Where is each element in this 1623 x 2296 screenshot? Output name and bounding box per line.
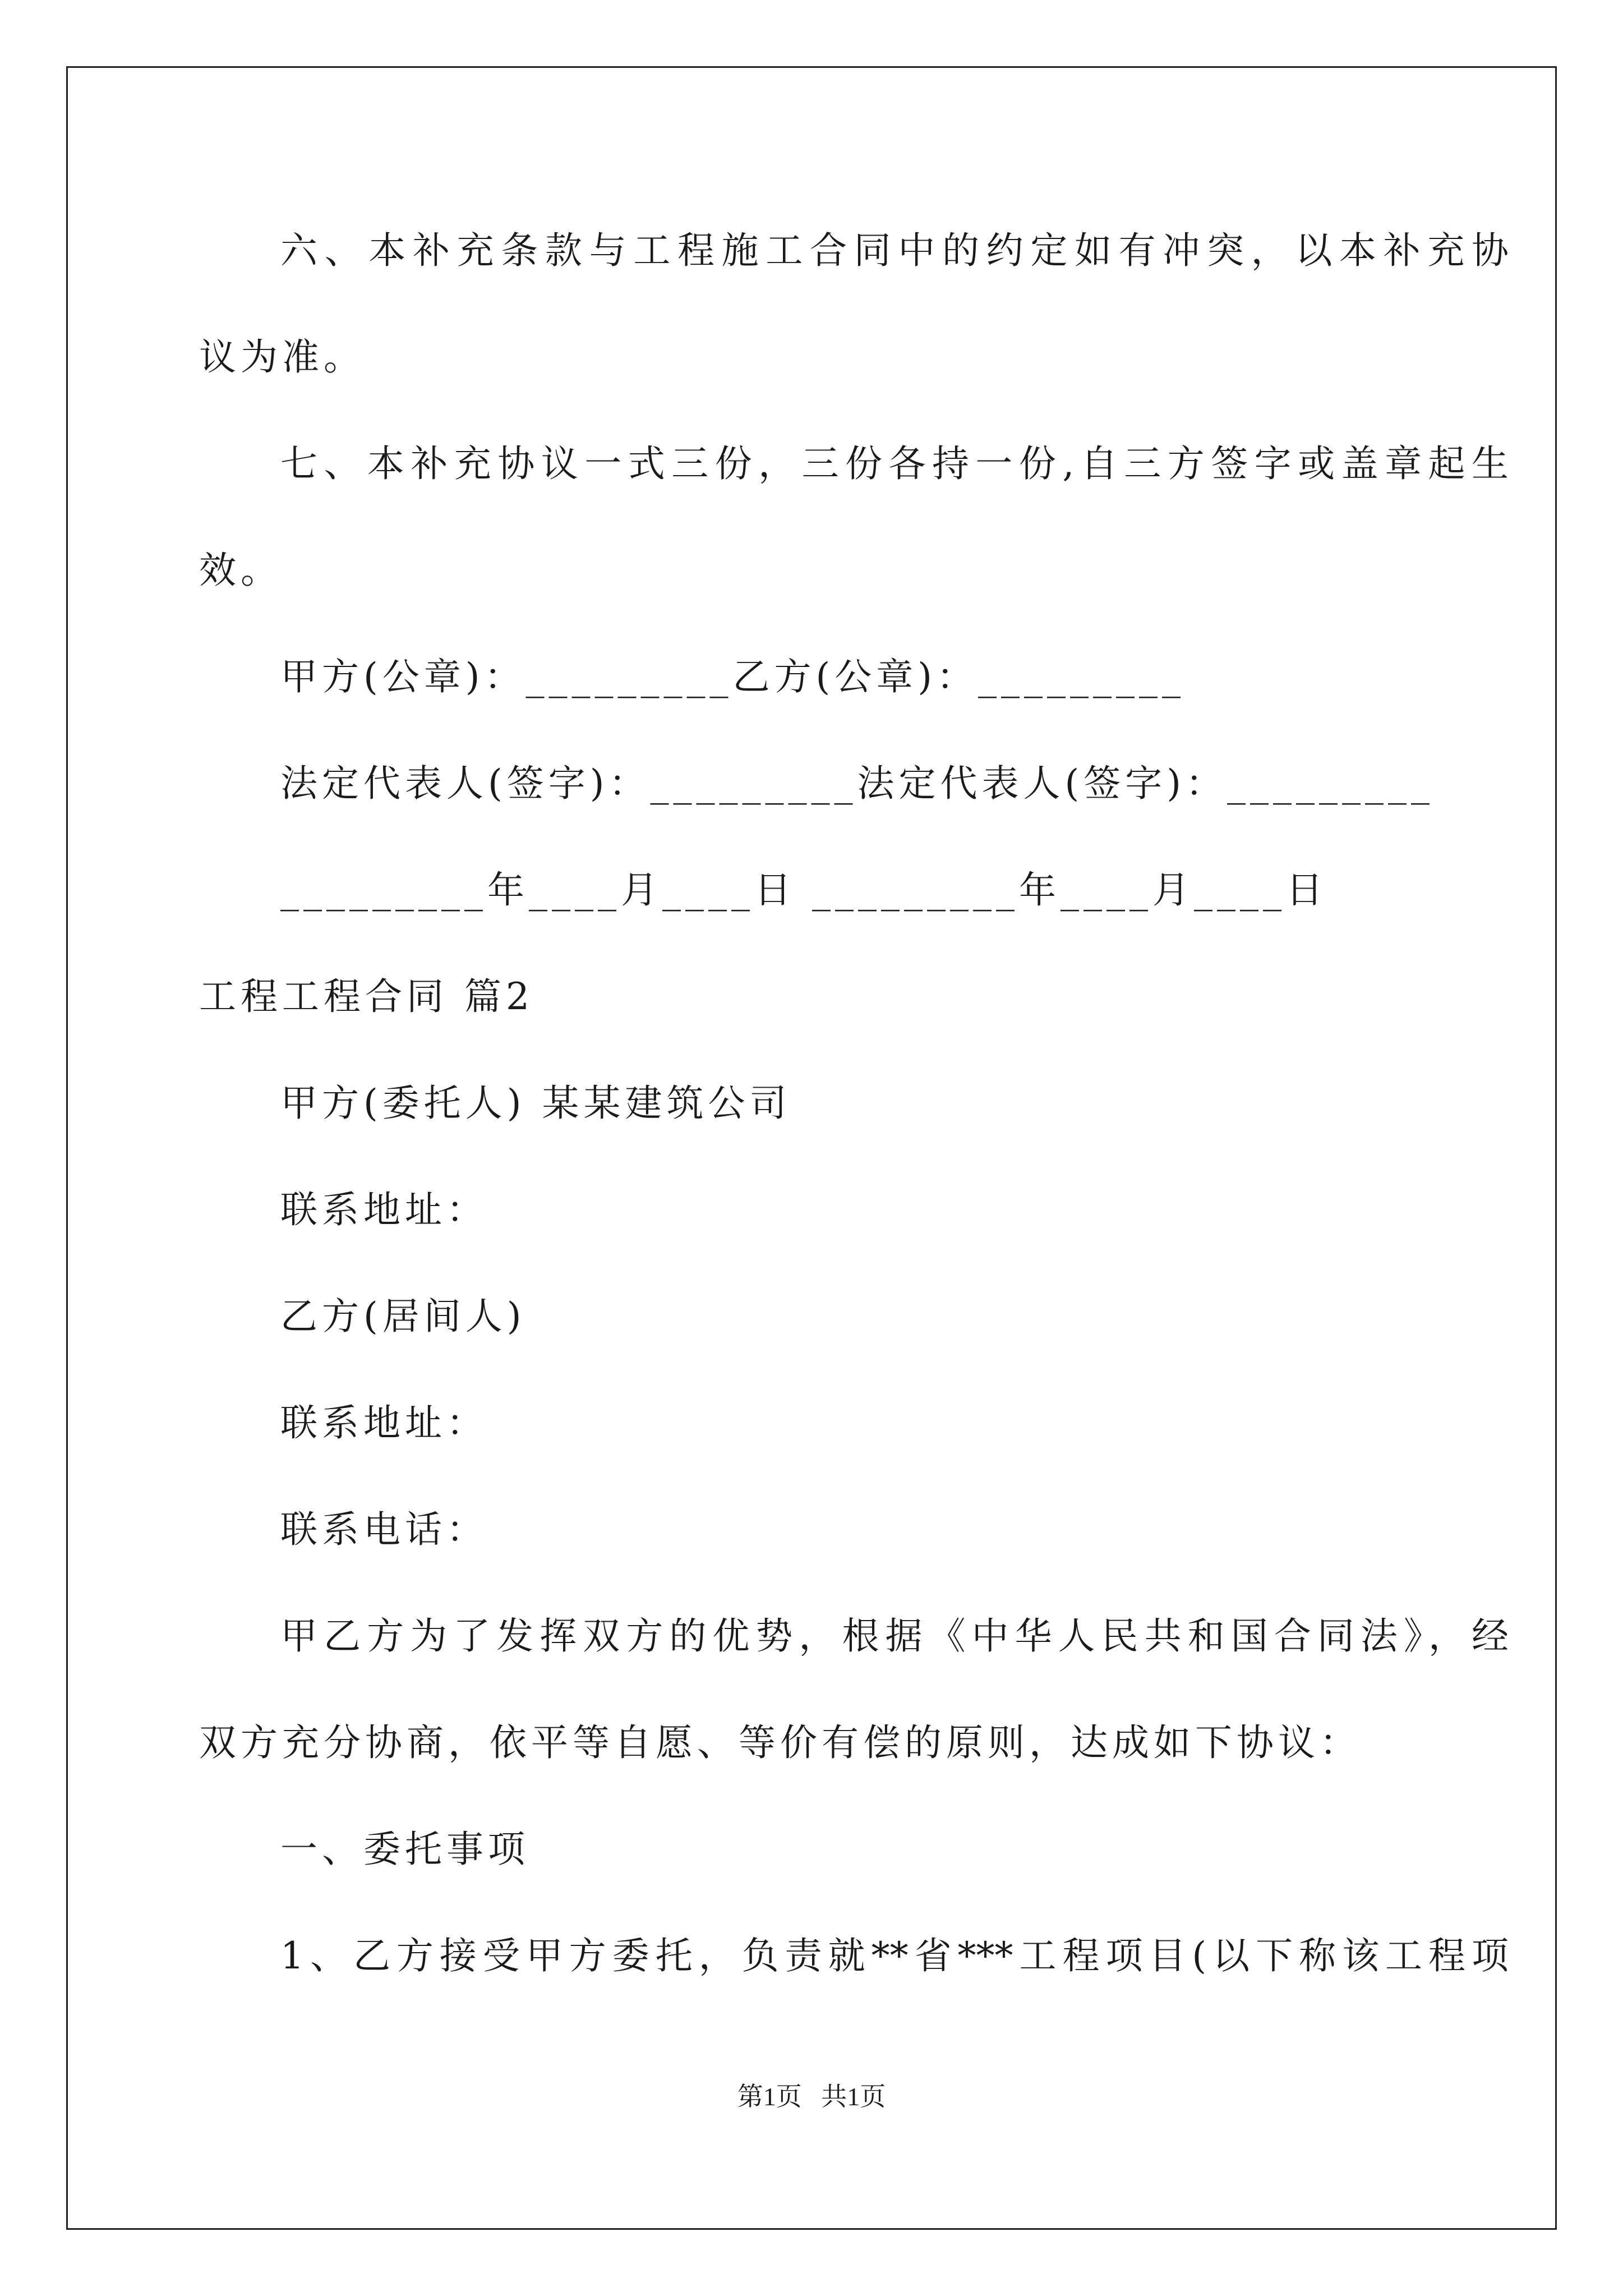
party-b-address-line: 联系地址：	[280, 1401, 488, 1444]
article-1-item-1: 1、乙方接受甲方委托，负责就**省***工程项目(以下称该工程项	[280, 1934, 1509, 1977]
clause-7-line-2: 效。	[199, 549, 282, 592]
party-a-line: 甲方(委托人) 某某建筑公司	[280, 1082, 791, 1125]
signing-date-line: _________年____月____日 _________年____月____日	[280, 868, 1327, 912]
preamble-line-1: 甲乙方为了发挥双方的优势，根据《中华人民共和国合同法》，经	[280, 1614, 1509, 1658]
page-border	[66, 66, 1557, 2230]
seal-signature-line: 甲方(公章)：_________乙方(公章)：_________	[280, 655, 1185, 698]
clause-6-line-1: 六、本补充条款与工程施工合同中的约定如有冲突，以本补充协	[280, 229, 1509, 272]
section-heading: 工程工程合同 篇2	[199, 975, 534, 1018]
party-b-line: 乙方(居间人)	[280, 1295, 526, 1338]
preamble-line-2: 双方充分协商，依平等自愿、等价有偿的原则，达成如下协议：	[199, 1721, 1361, 1764]
page-footer: 第1页 共1页	[737, 2082, 886, 2111]
article-1-heading: 一、委托事项	[280, 1828, 529, 1871]
clause-7-line-1: 七、本补充协议一式三份，三份各持一份,自三方签字或盖章起生	[280, 442, 1509, 485]
clause-6-line-2: 议为准。	[199, 335, 365, 379]
party-b-phone-line: 联系电话：	[280, 1508, 488, 1551]
party-a-address-line: 联系地址：	[280, 1188, 488, 1231]
legal-representative-signature-line: 法定代表人(签字)：_________法定代表人(签字)：_________	[280, 762, 1434, 805]
